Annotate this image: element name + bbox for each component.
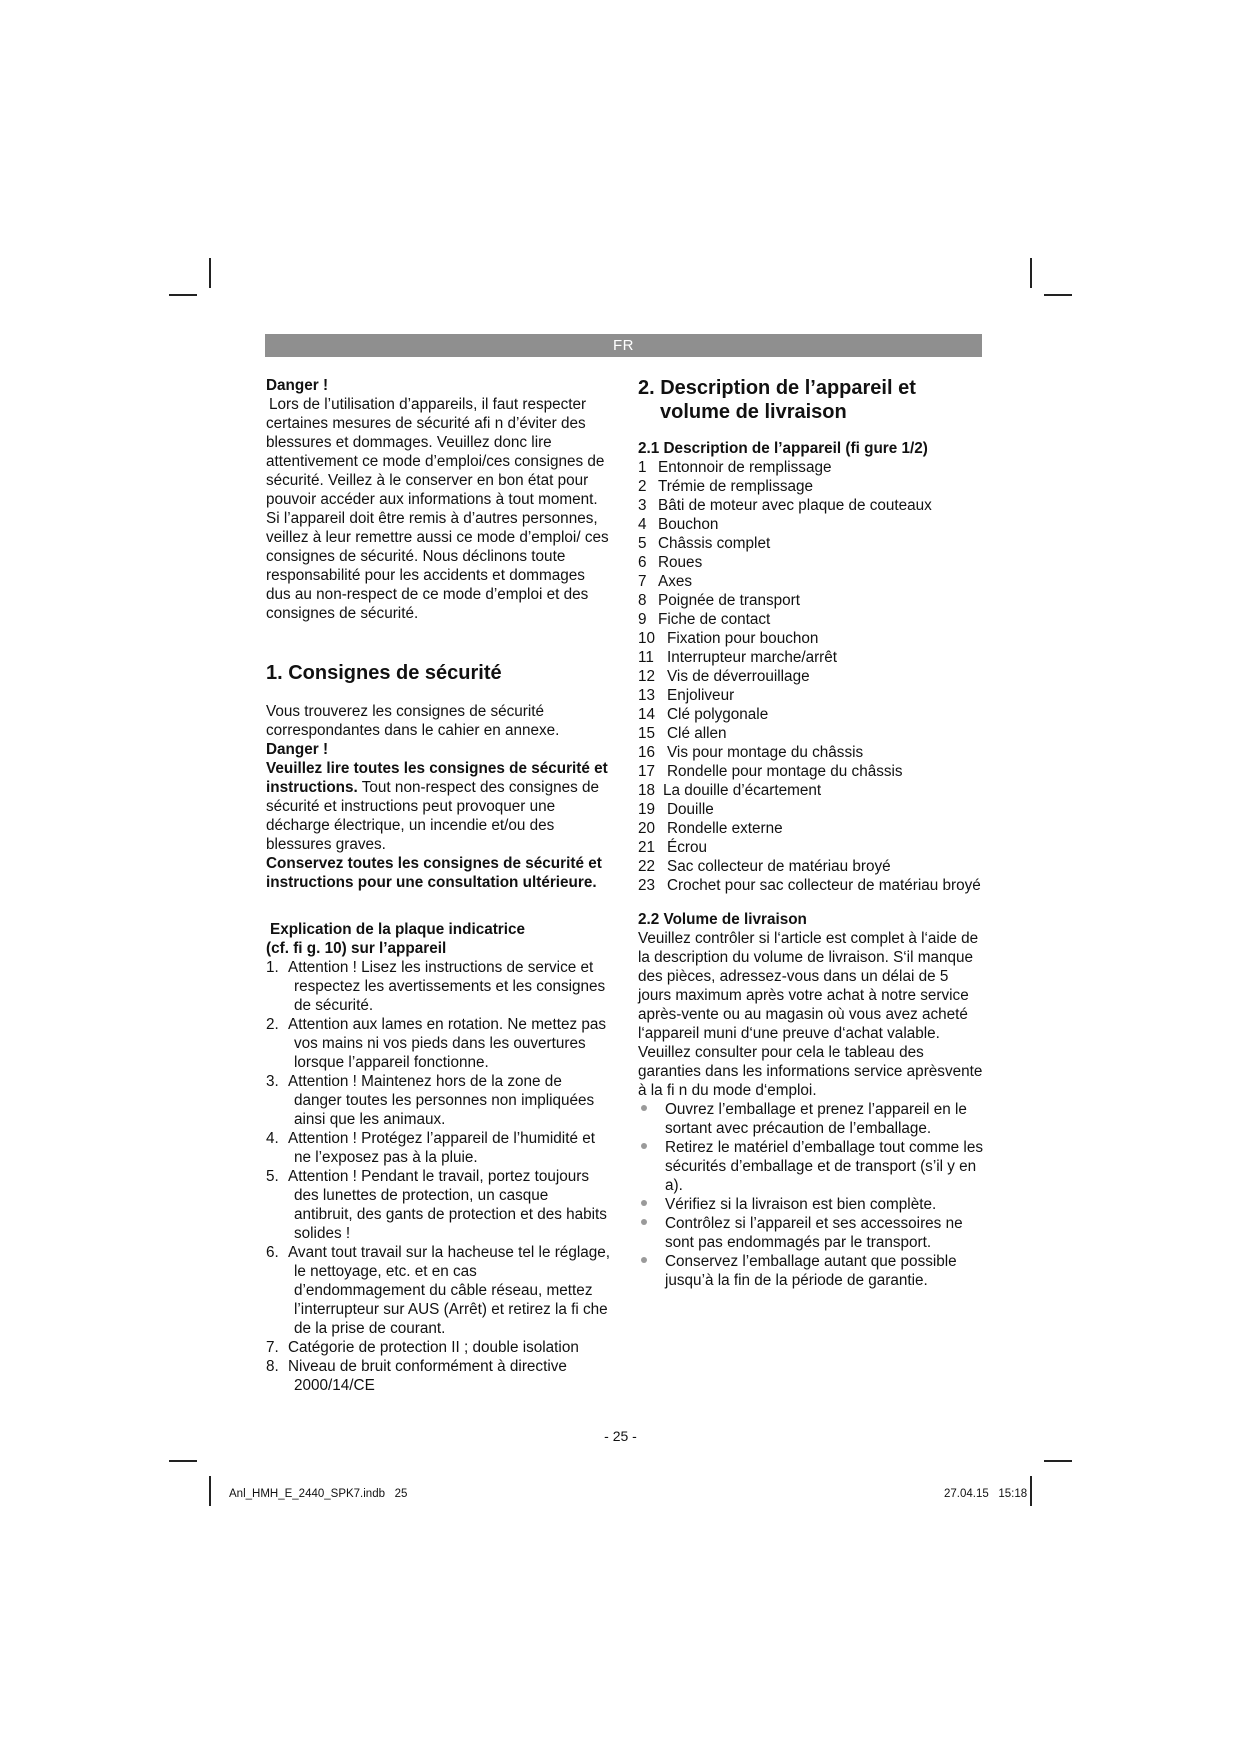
checklist-item: Contrôlez si l’appareil et ses accessoires ne sont pas endommagés par le transport.	[638, 1214, 983, 1252]
crop-mark	[169, 1460, 197, 1462]
part-item: 21 Écrou	[638, 839, 707, 856]
plate-item: 6. Avant tout travail sur la hacheuse tel le réglage, le nettoyage, etc. et en cas d’endommagement du câble réseau, mettez l’interrupteur sur AUS (Arrêt) et retirez la fi che de la prise de courant.	[266, 1244, 610, 1337]
crop-mark	[169, 294, 197, 296]
left-column	[266, 376, 611, 1395]
crop-mark	[1044, 294, 1072, 296]
plate-title-line2: (cf. fi g. 10) sur l’appareil	[266, 940, 447, 957]
part-item: 16 Vis pour montage du châssis	[638, 744, 864, 761]
plate-item: 4. Attention ! Protégez l’appareil de l’humidité et ne l’exposez pas à la pluie.	[266, 1130, 595, 1166]
plate-item: 3. Attention ! Maintenez hors de la zone de danger toutes les personnes non impliquées ainsi que les animaux.	[266, 1073, 595, 1128]
parts-list	[638, 458, 983, 895]
crop-mark	[1030, 258, 1032, 288]
checklist-item: Ouvrez l’emballage et prenez l’appareil en le sortant avec précaution de l’emballage.	[638, 1100, 983, 1138]
page-number: - 25 -	[604, 1428, 637, 1444]
plate-list	[266, 958, 611, 1395]
part-item: 22 Sac collecteur de matériau broyé	[638, 858, 891, 875]
checklist-item: Retirez le matériel d’emballage tout comme les sécurités d’emballage et de transport (s’il y en a).	[638, 1138, 983, 1195]
plate-item: 1. Attention ! Lisez les instructions de service et respectez les avertissements et les consignes de sécurité.	[266, 959, 606, 1014]
footer-file-name: Anl_HMH_E_2440_SPK7.indb 25	[229, 1488, 408, 1500]
part-item: 5 Châssis complet	[638, 535, 771, 552]
part-item: 12 Vis de déverrouillage	[638, 668, 810, 685]
part-item: 14 Clé polygonale	[638, 706, 769, 723]
part-item: 3 Bâti de moteur avec plaque de couteaux	[638, 497, 932, 514]
crop-mark	[209, 1476, 211, 1506]
part-item: 23 Crochet pour sac collecteur de matériau broyé	[638, 877, 981, 894]
checklist-item: Conservez l’emballage autant que possible jusqu’à la fin de la période de garantie.	[638, 1252, 983, 1290]
part-item: 17 Rondelle pour montage du châssis	[638, 763, 903, 780]
part-item: 2 Trémie de remplissage	[638, 478, 814, 495]
checklist-item: Vérifiez si la livraison est bien complète.	[638, 1195, 983, 1214]
part-item: 18 La douille d’écartement	[638, 782, 822, 799]
subsection-2-2-title: 2.2 Volume de livraison	[638, 911, 807, 928]
part-item: 7 Axes	[638, 573, 693, 590]
crop-mark	[1044, 1460, 1072, 1462]
danger-text: Lors de l’utilisation d’appareils, il faut respecter certaines mesures de sécurité afi n d’éviter des blessures et dommages. Veuillez donc lire attentivement ce mode d’emploi/ces consignes de sécurité. Veillez à le conserver en bon état pour pouvoir accéder aux informations à tout moment. Si l’appareil doit être remis à d’autres personnes, veillez à leur remettre aussi ce mode d’emploi/ ces consignes de sécurité. Nous déclinons toute responsabilité pour les accidents et dommages dus au non-respect de ce mode d’emploi et des consignes de sécurité.	[266, 396, 609, 622]
delivery-checklist	[638, 1100, 983, 1290]
plate-item: 5. Attention ! Pendant le travail, portez toujours des lunettes de protection, un casque antibruit, des gants de protection et des habits solides !	[266, 1168, 607, 1242]
part-item: 4 Bouchon	[638, 516, 719, 533]
part-item: 19 Douille	[638, 801, 714, 818]
keep-instructions: Conservez toutes les consignes de sécurité et instructions pour une consultation ultérieure.	[266, 855, 602, 891]
warning-rest: Tout non-respect des consignes de sécurité et instructions peut provoquer une décharge électrique, un incendie et/ou des blessures graves.	[266, 779, 600, 853]
part-item: 11 Interrupteur marche/arrêt	[638, 649, 838, 666]
part-item: 15 Clé allen	[638, 725, 727, 742]
section-1-intro: Vous trouverez les consignes de sécurité correspondantes dans le cahier en annexe.	[266, 703, 560, 739]
part-item: 13 Enjoliveur	[638, 687, 735, 704]
subsection-2-1-title: 2.1 Description de l’appareil (fi gure 1/2)	[638, 440, 928, 457]
crop-mark	[1030, 1476, 1032, 1506]
danger-2-title: Danger !	[266, 741, 329, 758]
danger-title: Danger !	[266, 377, 329, 394]
part-item: 6 Roues	[638, 554, 703, 571]
plate-item: 8. Niveau de bruit conformément à directive 2000/14/CE	[266, 1358, 567, 1394]
language-bar: FR	[265, 334, 982, 357]
warning-bold: Veuillez lire toutes les consignes de sécurité et instructions.	[266, 760, 608, 796]
warning-paragraph	[266, 759, 611, 854]
part-item: 9 Fiche de contact	[638, 611, 771, 628]
part-item: 8 Poignée de transport	[638, 592, 801, 609]
section-2-title: 2. Description de l’appareil et volume de livraison	[638, 377, 916, 423]
part-item: 10 Fixation pour bouchon	[638, 630, 819, 647]
section-1-title: 1. Consignes de sécurité	[266, 662, 502, 684]
part-item: 1 Entonnoir de remplissage	[638, 459, 832, 476]
footer-timestamp: 27.04.15 15:18	[944, 1488, 1028, 1500]
part-item: 20 Rondelle externe	[638, 820, 783, 837]
delivery-text: Veuillez contrôler si l‘article est complet à l‘aide de la description du volume de livraison. S‘il manque des pièces, adressez-vous dans un délai de 5 jours maximum après votre achat à notre service après-vente ou au magasin où vous avez acheté l‘appareil muni d‘une preuve d‘achat valable. Veuillez consulter pour cela le tableau des garanties dans les informations service aprèsvente à la fi n du mode d‘emploi.	[638, 930, 983, 1099]
plate-title-line1: Explication de la plaque indicatrice	[270, 921, 526, 938]
crop-mark	[209, 258, 211, 288]
right-column	[638, 376, 983, 1290]
plate-item: 2. Attention aux lames en rotation. Ne mettez pas vos mains ni vos pieds dans les ouvertures lorsque l’appareil fonctionne.	[266, 1016, 607, 1071]
plate-item: 7. Catégorie de protection II ; double isolation	[266, 1339, 579, 1356]
